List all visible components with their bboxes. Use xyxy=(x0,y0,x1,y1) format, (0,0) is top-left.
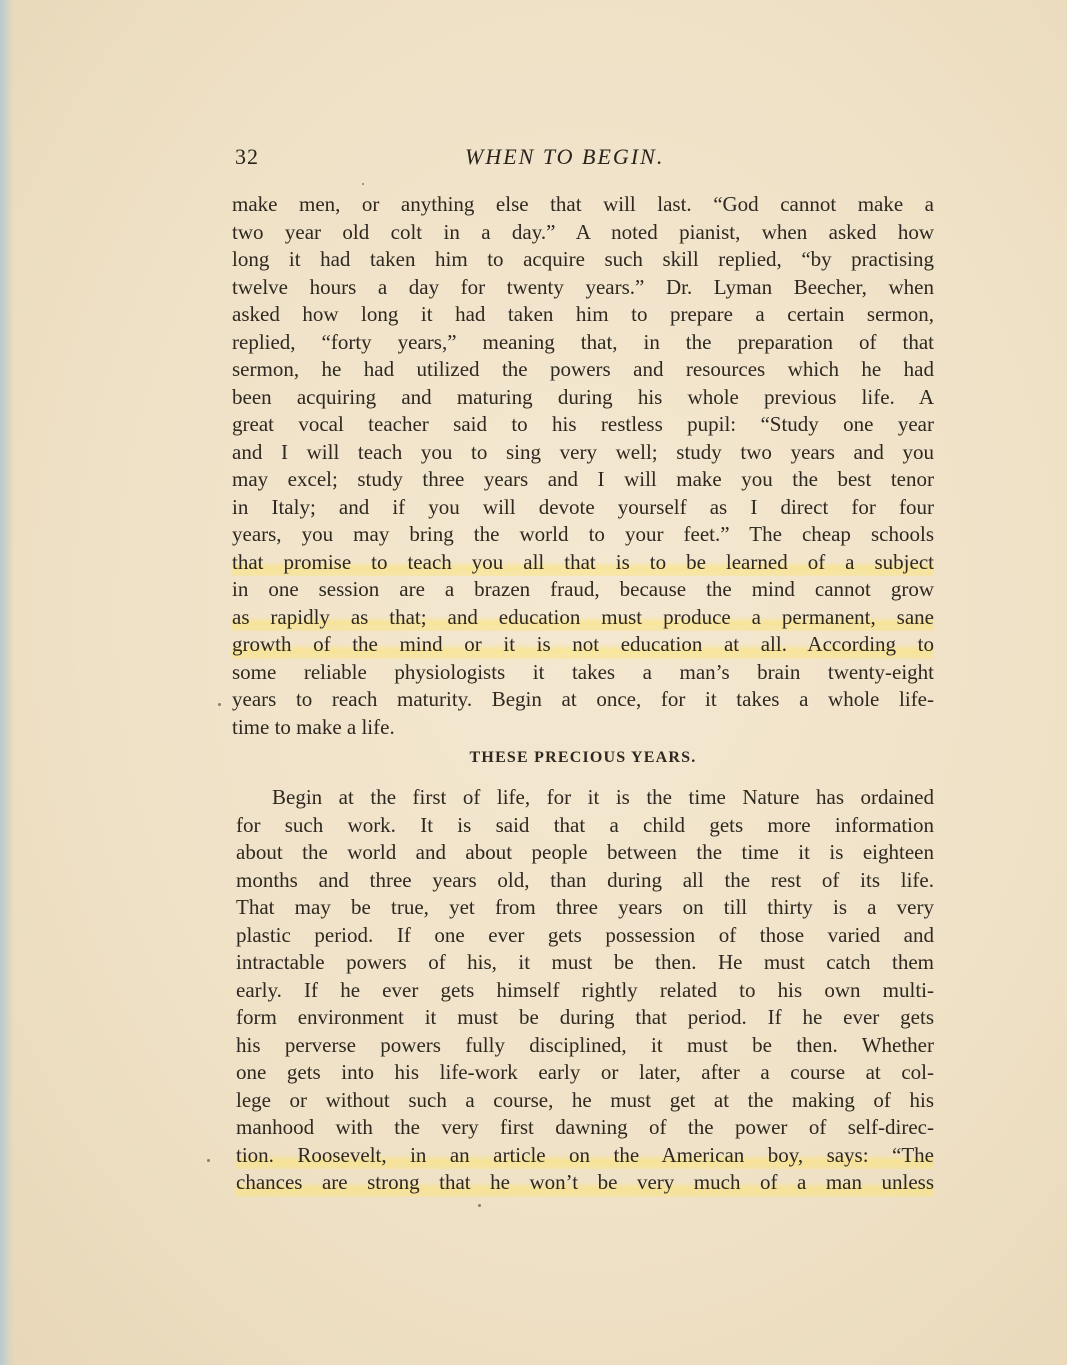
paragraph-two xyxy=(236,784,934,1197)
text-line: manhood with the very first dawning of the power of self-direc- xyxy=(236,1115,934,1139)
text-line: That may be true, yet from three years on till thirty is a very xyxy=(236,895,934,919)
text-line: in Italy; and if you will devote yourself as I direct for four xyxy=(232,494,934,519)
text-line: in one session are a brazen fraud, because the mind cannot grow xyxy=(232,577,934,601)
highlighted-text-line: that promise to teach you all that is to be learned of a subject xyxy=(232,549,934,577)
text-line: long it had taken him to acquire such skill replied, “by practising xyxy=(232,247,934,271)
text-line: about the world and about people between the time it is eighteen xyxy=(236,840,934,864)
highlighted-text-line: chances are strong that he won’t be very much of a man unless xyxy=(236,1169,934,1197)
text-line: sermon, he had utilized the powers and resources which he had xyxy=(232,357,934,381)
text-line: Begin at the first of life, for it is the time Nature has ordained xyxy=(272,785,934,809)
text-line: intractable powers of his, it must be then. He must catch them xyxy=(236,950,934,974)
highlighted-text-line: growth of the mind or it is not education at all. According to xyxy=(232,631,934,659)
text-line: years, you may bring the world to your feet.” The cheap schools xyxy=(232,522,934,546)
running-header xyxy=(232,144,932,174)
highlighted-text-line: tion. Roosevelt, in an article on the American boy, says: “The xyxy=(236,1142,934,1170)
ink-speck xyxy=(478,1204,481,1207)
text-line: asked how long it had taken him to prepare a certain sermon, xyxy=(232,302,934,326)
text-line: time to make a life. xyxy=(232,714,395,739)
text-line: replied, “forty years,” meaning that, in the preparation of that xyxy=(232,329,934,354)
text-line: two year old colt in a day.” A noted pianist, when asked how xyxy=(232,219,934,244)
ink-speck xyxy=(207,1159,210,1162)
page-number: 32 xyxy=(235,144,259,169)
text-line: some reliable physiologists it takes a man’s brain twenty-eight xyxy=(232,659,934,684)
text-line: twelve hours a day for twenty years.” Dr. Lyman Beecher, when xyxy=(232,274,934,299)
text-line: been acquiring and maturing during his whole previous life. A xyxy=(232,384,934,409)
ink-speck xyxy=(362,183,364,185)
text-line: one gets into his life-work early or later, after a course at col- xyxy=(236,1060,934,1084)
section-heading: THESE PRECIOUS YEARS. xyxy=(469,749,697,766)
ink-speck xyxy=(218,703,221,706)
text-line: his perverse powers fully disciplined, it must be then. Whether xyxy=(236,1032,934,1057)
text-line: make men, or anything else that will last. “God cannot make a xyxy=(232,192,934,216)
text-line: plastic period. If one ever gets possession of those varied and xyxy=(236,922,934,947)
text-line: years to reach maturity. Begin at once, for it takes a whole life- xyxy=(232,687,934,711)
text-line: early. If he ever gets himself rightly related to his own multi- xyxy=(236,977,934,1002)
text-line: for such work. It is said that a child gets more information xyxy=(236,812,934,837)
text-line: and I will teach you to sing very well; study two years and you xyxy=(232,439,934,464)
running-title: WHEN TO BEGIN. xyxy=(465,144,665,169)
text-line: months and three years old, than during all the rest of its life. xyxy=(236,867,934,892)
text-line: great vocal teacher said to his restless pupil: “Study one year xyxy=(232,412,934,436)
text-line: may excel; study three years and I will make you the best tenor xyxy=(232,467,934,491)
text-line: lege or without such a course, he must get at the making of his xyxy=(236,1087,934,1112)
page-edge-shadow xyxy=(0,0,14,1365)
text-line: form environment it must be during that period. If he ever gets xyxy=(236,1005,934,1029)
paragraph-one xyxy=(232,191,934,741)
highlighted-text-line: as rapidly as that; and education must produce a permanent, sane xyxy=(232,604,934,632)
